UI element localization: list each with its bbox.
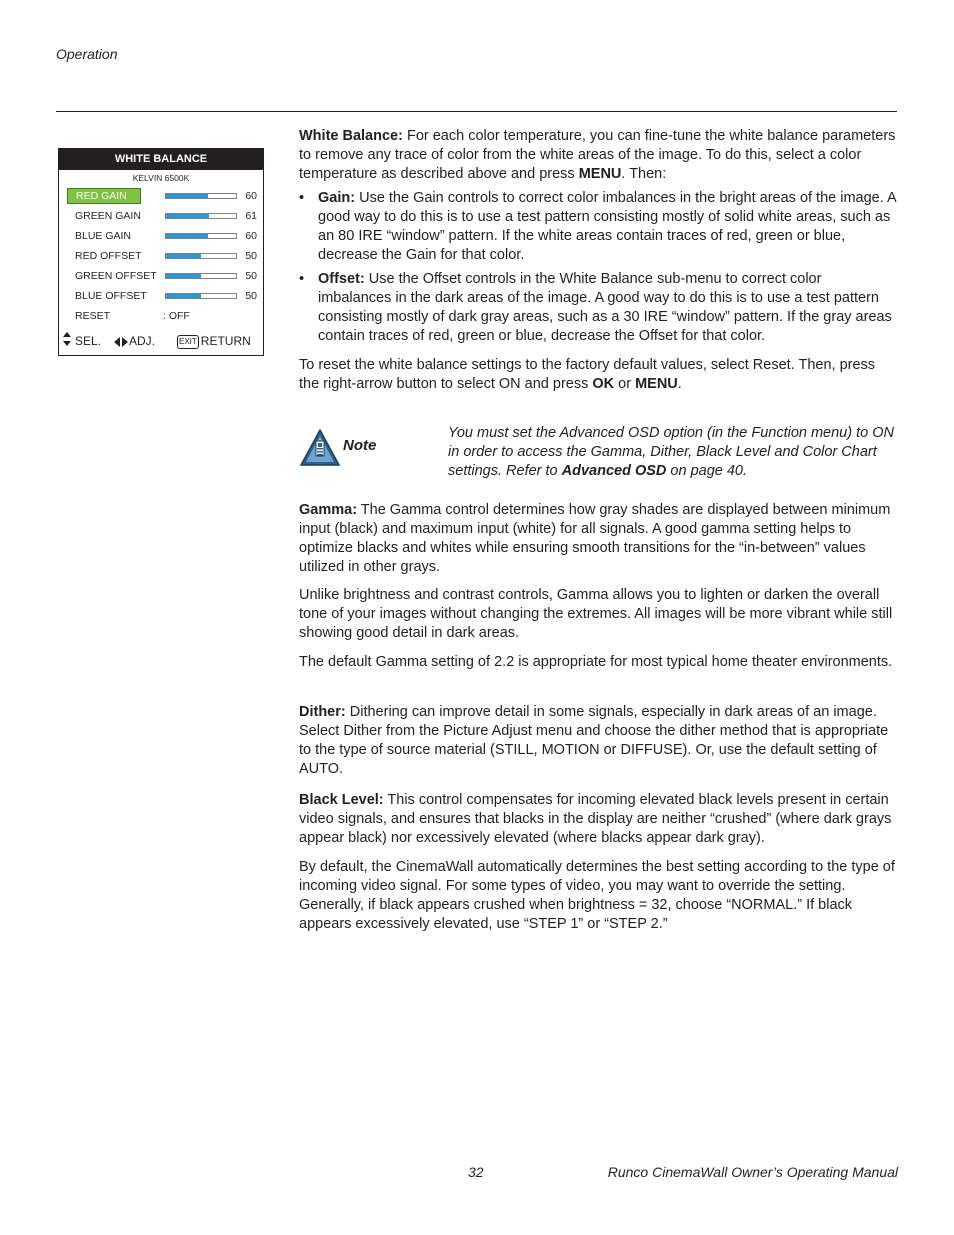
gamma-paragraph	[299, 501, 899, 577]
osd-level-fill	[166, 214, 209, 218]
white-balance-text-end: . Then:	[621, 166, 667, 182]
bullet-dot: •	[299, 271, 305, 287]
up-down-arrows-icon	[63, 332, 71, 351]
gamma-paragraph-2: Unlike brightness and contrast controls, Gamma allows you to lighten or darken the overall tone of your images without changing the extremes. All images will be more vibrant while still showing good detail in dark areas.	[299, 587, 893, 641]
page-number: 32	[468, 1164, 484, 1180]
exit-button-icon: EXIT	[177, 335, 199, 349]
black-level-term: Black Level:	[299, 792, 384, 808]
note-pencil-icon	[300, 429, 340, 467]
note-text	[448, 424, 898, 481]
osd-item-value: 50	[245, 250, 257, 262]
offset-term: Offset:	[318, 271, 365, 287]
ok-keyword: OK	[592, 376, 615, 392]
osd-item-value: 61	[245, 210, 257, 222]
osd-level-fill	[166, 274, 201, 278]
gamma-text: The Gamma control determines how gray shades are displayed between minimum input (black) and maximum input (white) for all signals. A good gamma setting helps to optimize blacks and whites while ensuring smooth transitions for the “in-between” values utilized in other grays.	[299, 502, 891, 575]
header-divider	[56, 111, 897, 112]
osd-level-bar	[165, 233, 237, 239]
osd-kelvin-label: KELVIN 6500K	[132, 173, 190, 183]
osd-item-blue-gain	[59, 228, 265, 244]
gamma-paragraph-3: The default Gamma setting of 2.2 is appropriate for most typical home theater environments.	[299, 654, 893, 670]
white-balance-term: White Balance:	[299, 128, 403, 144]
osd-item-green-offset	[59, 268, 265, 284]
bullet-dot: •	[299, 190, 305, 206]
osd-level-bar	[165, 293, 237, 299]
osd-reset-value: : OFF	[163, 310, 190, 322]
black-level-paragraph	[299, 791, 899, 848]
osd-exit-return	[177, 332, 251, 350]
osd-item-label: RED OFFSET	[75, 250, 142, 262]
osd-reset-label: RESET	[75, 310, 111, 322]
dither-paragraph	[299, 703, 899, 779]
osd-level-fill	[166, 254, 201, 258]
osd-title: WHITE BALANCE	[59, 149, 263, 170]
white-balance-osd-menu	[58, 148, 264, 356]
osd-level-fill	[166, 294, 201, 298]
osd-item-label: RED GAIN	[67, 188, 141, 204]
left-right-arrows-icon	[114, 332, 128, 350]
or-text: or	[614, 376, 636, 392]
osd-level-bar	[165, 253, 237, 259]
advanced-osd-reference: Advanced OSD	[561, 463, 667, 479]
osd-level-bar	[165, 193, 237, 199]
black-level-paragraph-2: By default, the CinemaWall automatically determines the best setting according to the type of incoming video signal. For some types of video, you may want to override the setting. Generally, if black appears crushed when brightness = 32, choose “NORMAL.” If black appears excessively elevated, use “STEP 1” or “STEP 2.”	[299, 859, 895, 932]
reset-paragraph	[299, 356, 899, 394]
osd-item-red-gain	[59, 188, 265, 204]
osd-level-bar	[165, 273, 237, 279]
note-text-part: You must set the Advanced OSD option (in the Function menu) to ON in order to access the Gamma, Dither, Black Level and Color Chart settings. Refer to	[448, 425, 894, 479]
header-section-title: Operation	[56, 46, 118, 62]
osd-item-label: GREEN OFFSET	[75, 270, 157, 282]
white-balance-text: For each color temperature, you can fine-tune the white balance parameters to remove any trace of color from the white areas of the image. To do this, select a color temperature as described above and press	[299, 128, 896, 182]
gamma-term: Gamma:	[299, 502, 358, 518]
reset-end: .	[677, 376, 682, 392]
note-label: Note	[343, 437, 377, 454]
gain-term: Gain:	[318, 190, 356, 206]
offset-text: Use the Offset controls in the White Balance sub-menu to correct color imbalances in the dark areas of the image. A good way to do this is to use a test pattern consisting mostly of dark gray areas, such as a 30 IRE “window” pattern. If the gray areas contain traces of red, green or blue, decrease the Offset for that color.	[318, 271, 892, 344]
osd-level-bar	[165, 213, 237, 219]
osd-item-value: 60	[245, 230, 257, 242]
gain-text: Use the Gain controls to correct color imbalances in the bright areas of the image. A good way to do this is to use a test pattern consisting mostly of solid white areas, such as an 80 IRE “window” pattern. If the white areas contain traces of red, green or blue, decrease the Gain for that color.	[318, 190, 896, 263]
note-text-end: on page 40.	[666, 463, 748, 479]
menu-keyword: MENU	[578, 166, 622, 182]
osd-item-reset	[59, 308, 265, 324]
osd-item-blue-offset	[59, 288, 265, 304]
osd-item-label: GREEN GAIN	[75, 210, 141, 222]
osd-level-fill	[166, 234, 208, 238]
osd-item-label: BLUE OFFSET	[75, 290, 147, 302]
osd-level-fill	[166, 194, 208, 198]
osd-item-label: BLUE GAIN	[75, 230, 132, 242]
reset-text: To reset the white balance settings to the factory default values, select Reset. Then, press the right-arrow button to select ON and press	[299, 357, 876, 392]
white-balance-paragraph	[299, 127, 899, 184]
dither-term: Dither:	[299, 704, 346, 720]
osd-adj-label: ADJ.	[129, 334, 156, 348]
dither-text: Dithering can improve detail in some signals, especially in dark areas of an image. Select Dither from the Picture Adjust menu and choose the dither method that is appropriate to the type of source material (STILL, MOTION or DIFFUSE). Or, use the default setting of AUTO.	[299, 704, 889, 777]
osd-item-red-offset	[59, 248, 265, 264]
manual-title: Runco CinemaWall Owner’s Operating Manual	[607, 1164, 898, 1180]
black-level-text: This control compensates for incoming elevated black levels present in certain video signals, and ensures that blacks in the display are neither “crushed” (where dark grays appear black) nor excessively elevated (where blacks appear dark gray).	[299, 792, 892, 846]
osd-item-value: 50	[245, 290, 257, 302]
osd-footer	[59, 332, 265, 350]
osd-item-value: 50	[245, 270, 257, 282]
osd-item-value: 60	[245, 190, 257, 202]
osd-sel-label: SEL.	[75, 334, 102, 348]
osd-return-label: RETURN	[200, 334, 251, 348]
menu-keyword: MENU	[635, 376, 678, 392]
osd-item-green-gain	[59, 208, 265, 224]
